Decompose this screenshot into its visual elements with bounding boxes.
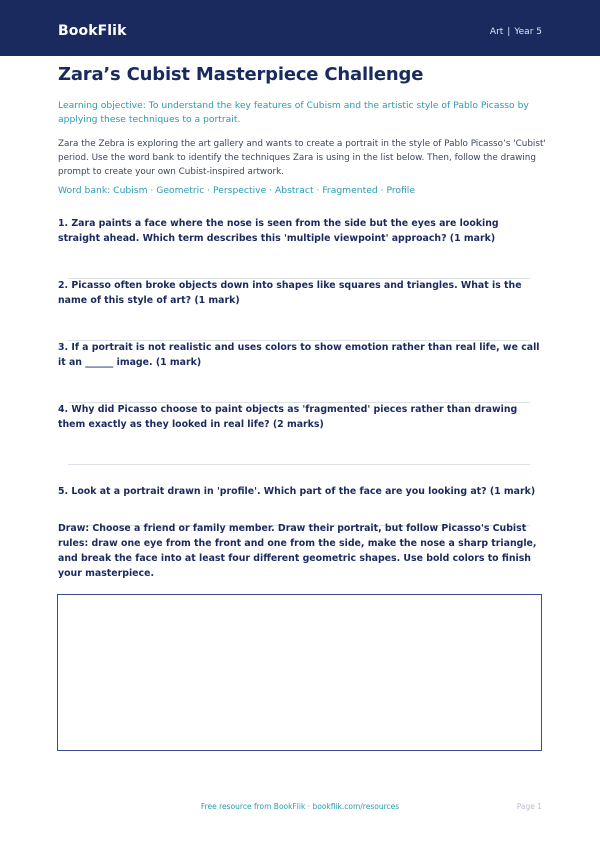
question-2: 2. Picasso often broke objects down into shapes like squares and triangles. What is the name of this style of art? (1 mark) bbox=[58, 280, 522, 306]
question-4: 4. Why did Picasso choose to paint objects as 'fragmented' pieces rather than drawing them exactly as they looked in real life? (2 marks) bbox=[58, 404, 518, 430]
question-3: 3. If a portrait is not realistic and uses colors to show emotion rather than real life, we call it an ______ image. (1 mark) bbox=[58, 342, 540, 368]
subject-year-label bbox=[490, 27, 542, 37]
footer-resource-link[interactable]: Free resource from BookFlik · bookflik.com/resources bbox=[200, 802, 400, 811]
draw-prompt: Draw: Choose a friend or family member. Draw their portrait, but follow Picasso's Cubist rules: draw one eye from the front and one from the side, make the nose a sharp triangle, and break the face into at least four different geometric shapes. Use bold colors to finish your masterpiece. bbox=[58, 523, 537, 579]
year-label: Year 5 bbox=[514, 27, 542, 37]
worksheet-title: Zara’s Cubist Masterpiece Challenge bbox=[58, 64, 424, 85]
subject-label: Art bbox=[489, 27, 504, 37]
page-header bbox=[0, 0, 600, 56]
word-bank: Word bank: Cubism · Geometric · Perspective · Abstract · Fragmented · Profile bbox=[58, 185, 416, 196]
drawing-area[interactable] bbox=[57, 594, 542, 751]
page-number: Page 1 bbox=[516, 802, 542, 811]
answer-line-4a[interactable] bbox=[68, 464, 530, 465]
learning-objective: Learning objective: To understand the key features of Cubism and the artistic style of Pablo Picasso by applying these techniques to a portrait. bbox=[58, 100, 529, 125]
brand-logo-text: BookFlik bbox=[58, 23, 127, 39]
separator: | bbox=[507, 27, 511, 37]
intro-paragraph: Zara the Zebra is exploring the art gallery and wants to create a portrait in the style of Pablo Picasso’s 'Cubist' period. Use the word bank to identify the techniques Zara is using in the list below. Then, follow the drawing prompt to create your own Cubist-inspired artwork. bbox=[58, 139, 546, 177]
question-5: 5. Look at a portrait drawn in 'profile'. Which part of the face are you looking at? (1 mark) bbox=[58, 486, 536, 497]
question-1: 1. Zara paints a face where the nose is seen from the side but the eyes are looking straight ahead. Which term describes this 'multiple viewpoint' approach? (1 mark) bbox=[58, 218, 499, 244]
